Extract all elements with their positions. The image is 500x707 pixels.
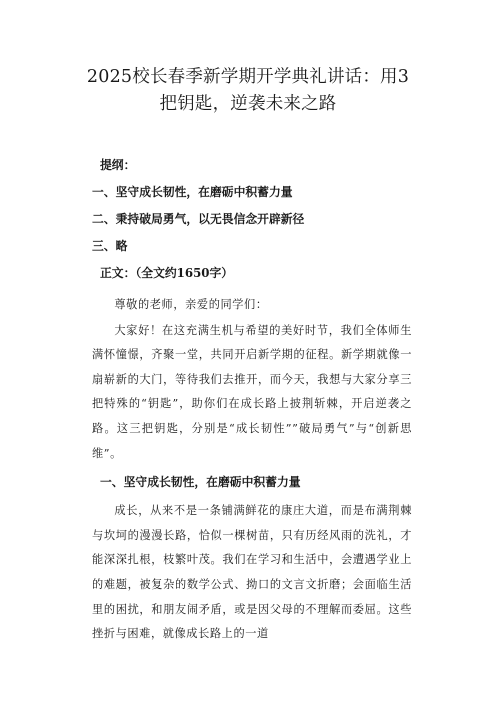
greeting-paragraph: 尊敬的老师，亲爱的同学们：	[114, 298, 268, 311]
outline-item-2: 二、秉持破局勇气，以无畏信念开辟新径	[92, 212, 305, 226]
section-1-heading: 一、坚守成长韧性，在磨砺中积蓄力量	[100, 475, 301, 490]
outline-item-1: 一、坚守成长韧性，在磨砺中积蓄力量	[92, 185, 293, 199]
section-1-paragraph: 成长，从来不是一条铺满鲜花的康庄大道，而是布满荆棘与坎坷的漫漫长路，恰似一棵树苗，只有历经风雨的洗礼，才能深深扎根，枝繁叶茂。我们在学习和生活中，会遭遇学业上的难题，被复杂的数学公式、拗口的文言文折磨；会面临生活里的困扰，和朋友闹矛盾，或是因父母的不理解而委屈。这些挫折与困难，就像成长路上的一道	[92, 504, 412, 641]
outline-label: 提纲：	[100, 158, 136, 172]
intro-paragraph: 大家好！在这充满生机与希望的美好时节，我们全体师生满怀憧憬，齐聚一堂，共同开启新学期的征程。新学期就像一扇崭新的大门，等待我们去推开，而今天，我想与大家分享三把特殊的“钥匙”，助你们在成长路上披荆斩棘，开启逆袭之路。这三把钥匙，分别是“成长韧性””破局勇气”与“创新思维”。	[92, 323, 412, 460]
outline-item-3: 三、略	[92, 239, 128, 253]
body-label: 正文：（全文约1650字）	[100, 266, 234, 280]
document-title: 2025校长春季新学期开学典礼讲话：用3把钥匙，逆袭未来之路	[86, 67, 410, 114]
